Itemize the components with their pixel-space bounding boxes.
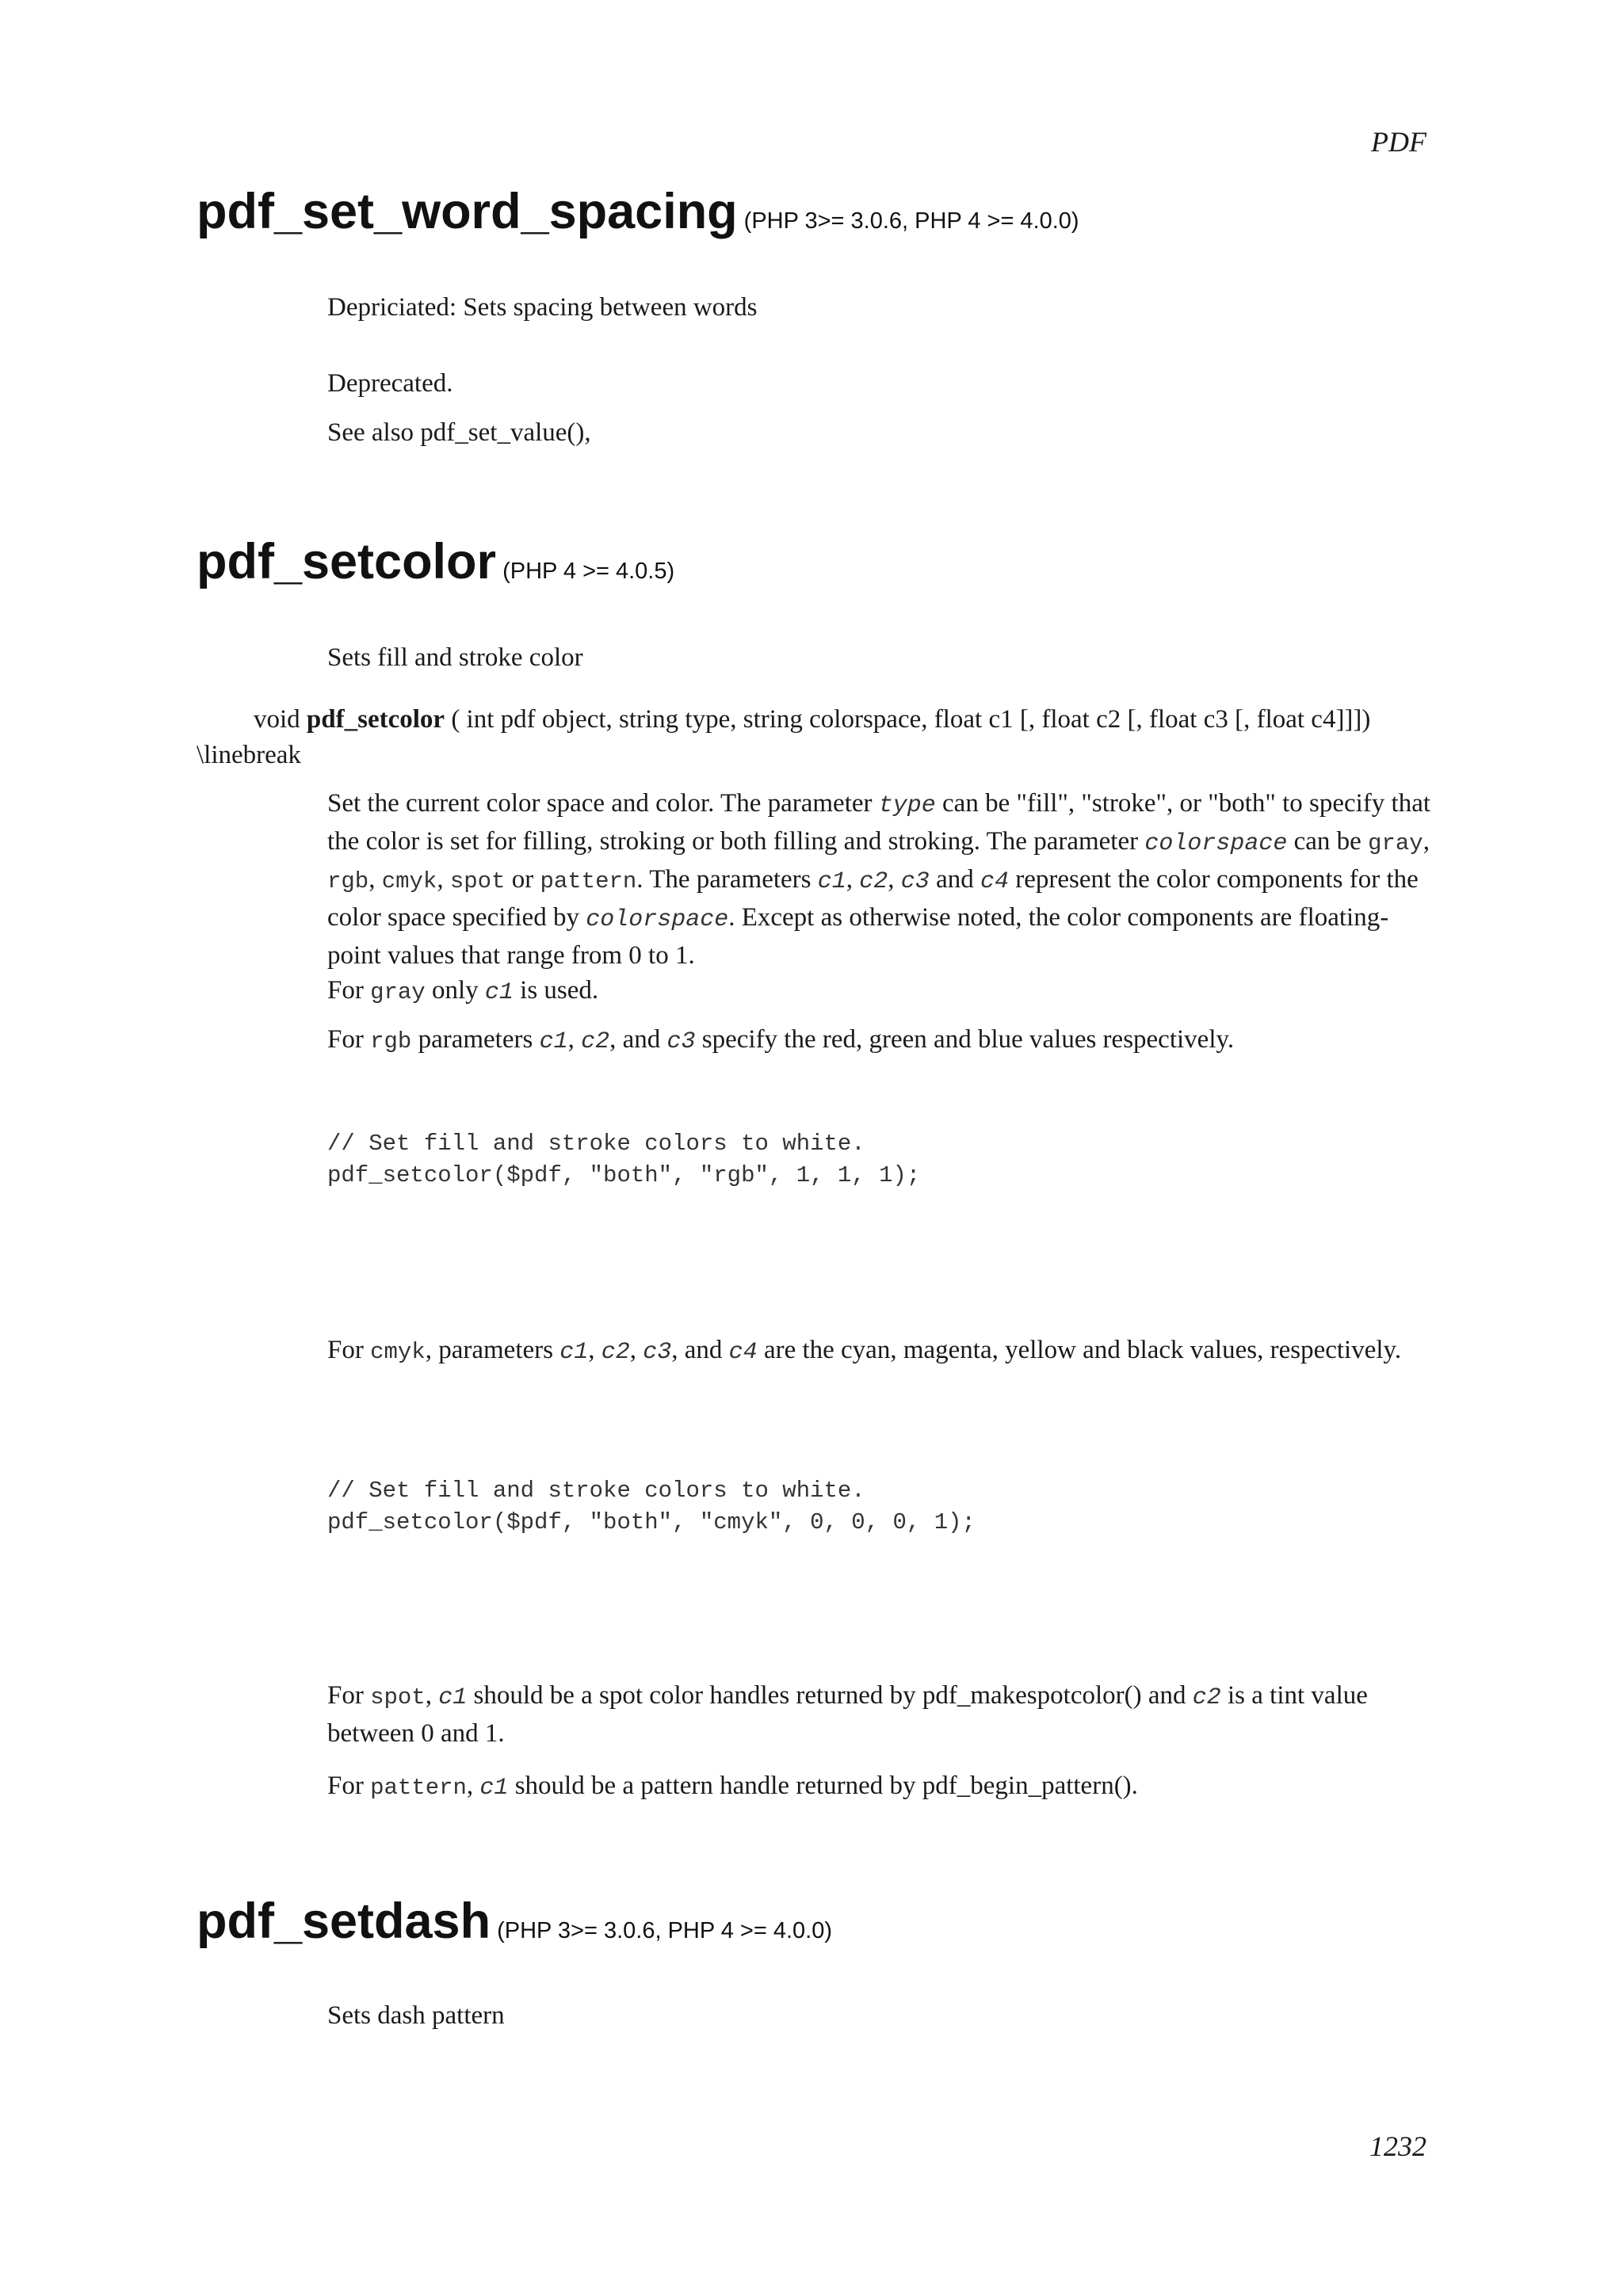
- function-name: pdf_set_word_spacing: [197, 184, 738, 239]
- running-header: PDF: [1371, 126, 1426, 158]
- gray-note: For gray only c1 is used.: [327, 976, 599, 1006]
- code-line: pdf_setcolor($pdf, "both", "cmyk", 0, 0, 0, 1);: [327, 1509, 976, 1535]
- cmyk-note: For cmyk, parameters c1, c2, c3, and c4 are the cyan, magenta, yellow and black values, respectively.: [327, 1336, 1402, 1366]
- param-type: type: [878, 792, 936, 819]
- function-synopsis: [197, 702, 1449, 773]
- pattern-note: For pattern, c1 should be a pattern handle returned by pdf_begin_pattern().: [327, 1772, 1138, 1802]
- param-colorspace: colorspace: [1144, 830, 1288, 857]
- colorspace-spot: spot: [449, 868, 506, 894]
- colorspace-rgb: rgb: [327, 868, 369, 894]
- function-name: pdf_setdash: [197, 1894, 491, 1949]
- spot-note: For spot, c1 should be a spot color handles returned by pdf_makespotcolor() and c2 is a tint value between 0 and 1.: [327, 1681, 1368, 1748]
- synopsis-function-name: pdf_setcolor: [306, 705, 445, 734]
- function-name: pdf_setcolor: [197, 534, 497, 589]
- synopsis-args: ( int pdf object, string type, string colorspace, float c1 [, float c2 [, float c3 [, float c4]]]): [451, 705, 1371, 734]
- description-paragraph: Set the current color space and color. The parameter type can be "fill", "stroke", or "both" to specify that the color is set for filling, stroking or both filling and stroking. The parameter colorspace can be gray, rgb, cmyk, spot or pattern. The parameters c1, c2, c3 and c4 represent the color components for the color space specified by colorspace. Except as otherwise noted, the color components are floating-point values that range from 0 to 1.: [327, 789, 1431, 970]
- deprecation-note: Deprecated.: [327, 369, 453, 398]
- rgb-note: For rgb parameters c1, c2, and c3 specify the red, green and blue values respectively.: [327, 1025, 1235, 1055]
- see-also: See also pdf_set_value(),: [327, 418, 591, 447]
- function-heading: [197, 1894, 833, 1949]
- colorspace-pattern: pattern: [540, 868, 637, 894]
- colorspace-gray: gray: [1368, 830, 1423, 856]
- function-heading: [197, 534, 675, 589]
- function-purpose: Depriciated: Sets spacing between words: [327, 293, 758, 322]
- code-line: // Set fill and stroke colors to white.: [327, 1478, 865, 1504]
- function-version: (PHP 4 >= 4.0.5): [502, 559, 675, 584]
- code-line: // Set fill and stroke colors to white.: [327, 1131, 865, 1157]
- return-type: void: [254, 705, 300, 734]
- code-example-cmyk: [327, 1475, 976, 1539]
- colorspace-cmyk: cmyk: [381, 868, 437, 894]
- function-purpose: Sets fill and stroke color: [327, 643, 583, 672]
- function-version: (PHP 3>= 3.0.6, PHP 4 >= 4.0.0): [497, 1918, 833, 1943]
- function-heading: [197, 184, 1079, 239]
- function-purpose: Sets dash pattern: [327, 2001, 505, 2030]
- code-example-rgb: [327, 1128, 920, 1192]
- code-line: pdf_setcolor($pdf, "both", "rgb", 1, 1, 1);: [327, 1162, 921, 1188]
- linebreak-text: \linebreak: [197, 741, 301, 769]
- page-number: 1232: [1369, 2130, 1426, 2162]
- function-version: (PHP 3>= 3.0.6, PHP 4 >= 4.0.0): [743, 208, 1079, 234]
